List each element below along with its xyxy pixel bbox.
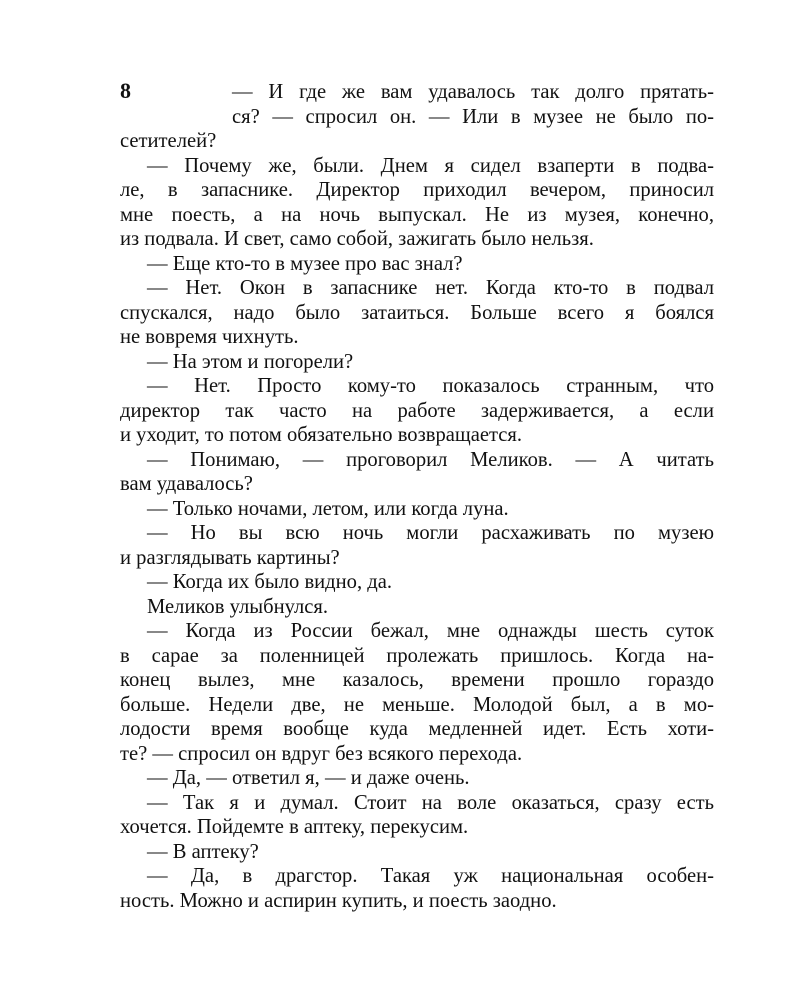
text-line: — И где же вам удавалось так долго прятать-	[232, 81, 714, 103]
text-line: — Да, в драгстор. Такая уж национальная особен-	[147, 865, 714, 887]
text-line: — Да, — ответил я, — и даже очень.	[147, 767, 470, 789]
text-line: в сарае за поленницей пролежать пришлось. Когда на-	[120, 644, 714, 667]
text-line: из подвала. И свет, само собой, зажигать было нельзя.	[120, 228, 594, 250]
text-line: ность. Можно и аспирин купить, и поесть заодно.	[120, 889, 557, 912]
text-line: — Только ночами, летом, или когда луна.	[147, 497, 509, 520]
page-body	[120, 80, 714, 913]
text-line: — Нет. Окон в запаснике нет. Когда кто-то в подвал	[147, 277, 714, 299]
text-line: директор так часто на работе задерживается, а если	[120, 399, 714, 422]
text-line: — Нет. Просто кому-то показалось странным, что	[147, 375, 714, 397]
text-line: — На этом и погорели?	[147, 350, 354, 373]
text-line: — Но вы всю ночь могли расхаживать по музею	[147, 522, 714, 544]
text-line: конец вылез, мне казалось, времени прошло гораздо	[120, 669, 714, 691]
text-line: те? — спросил он вдруг без всякого перехода.	[120, 742, 523, 765]
text-line: не вовремя чихнуть.	[120, 326, 299, 348]
text-line: ся? — спросил он. — Или в музее не было по-	[232, 105, 714, 128]
text-line: — Еще кто-то в музее про вас знал?	[147, 252, 463, 275]
text-line: вам удавалось?	[120, 473, 253, 495]
page-number: 8	[120, 78, 131, 103]
text-line: — В аптеку?	[147, 840, 259, 863]
text-line: — Когда из России бежал, мне однажды шесть суток	[147, 620, 714, 642]
text-line: больше. Недели две, не меньше. Молодой был, а в мо-	[120, 693, 714, 716]
text-line: лодости время вообще куда медленней идет. Есть хоти-	[120, 718, 714, 740]
text-line: — Так я и думал. Стоит на воле оказаться, сразу есть	[147, 791, 714, 814]
text-line: Меликов улыбнулся.	[147, 595, 329, 618]
text-line: мне поесть, а на ночь выпускал. Не из музея, конечно,	[120, 203, 714, 226]
text-line: сетителей?	[120, 130, 217, 152]
text-line: и уходит, то потом обязательно возвращается.	[120, 424, 523, 446]
text-line: ле, в запаснике. Директор приходил вечером, приносил	[120, 179, 714, 201]
text-line: и разглядывать картины?	[120, 546, 340, 569]
text-line: спускался, надо было затаиться. Больше всего я боялся	[120, 301, 714, 324]
text-line: — Понимаю, — проговорил Меликов. — А читать	[147, 448, 714, 471]
text-line: — Когда их было видно, да.	[147, 571, 393, 593]
text-line: — Почему же, были. Днем я сидел взаперти в подва-	[147, 154, 714, 177]
text-line: хочется. Пойдемте в аптеку, перекусим.	[120, 816, 469, 838]
